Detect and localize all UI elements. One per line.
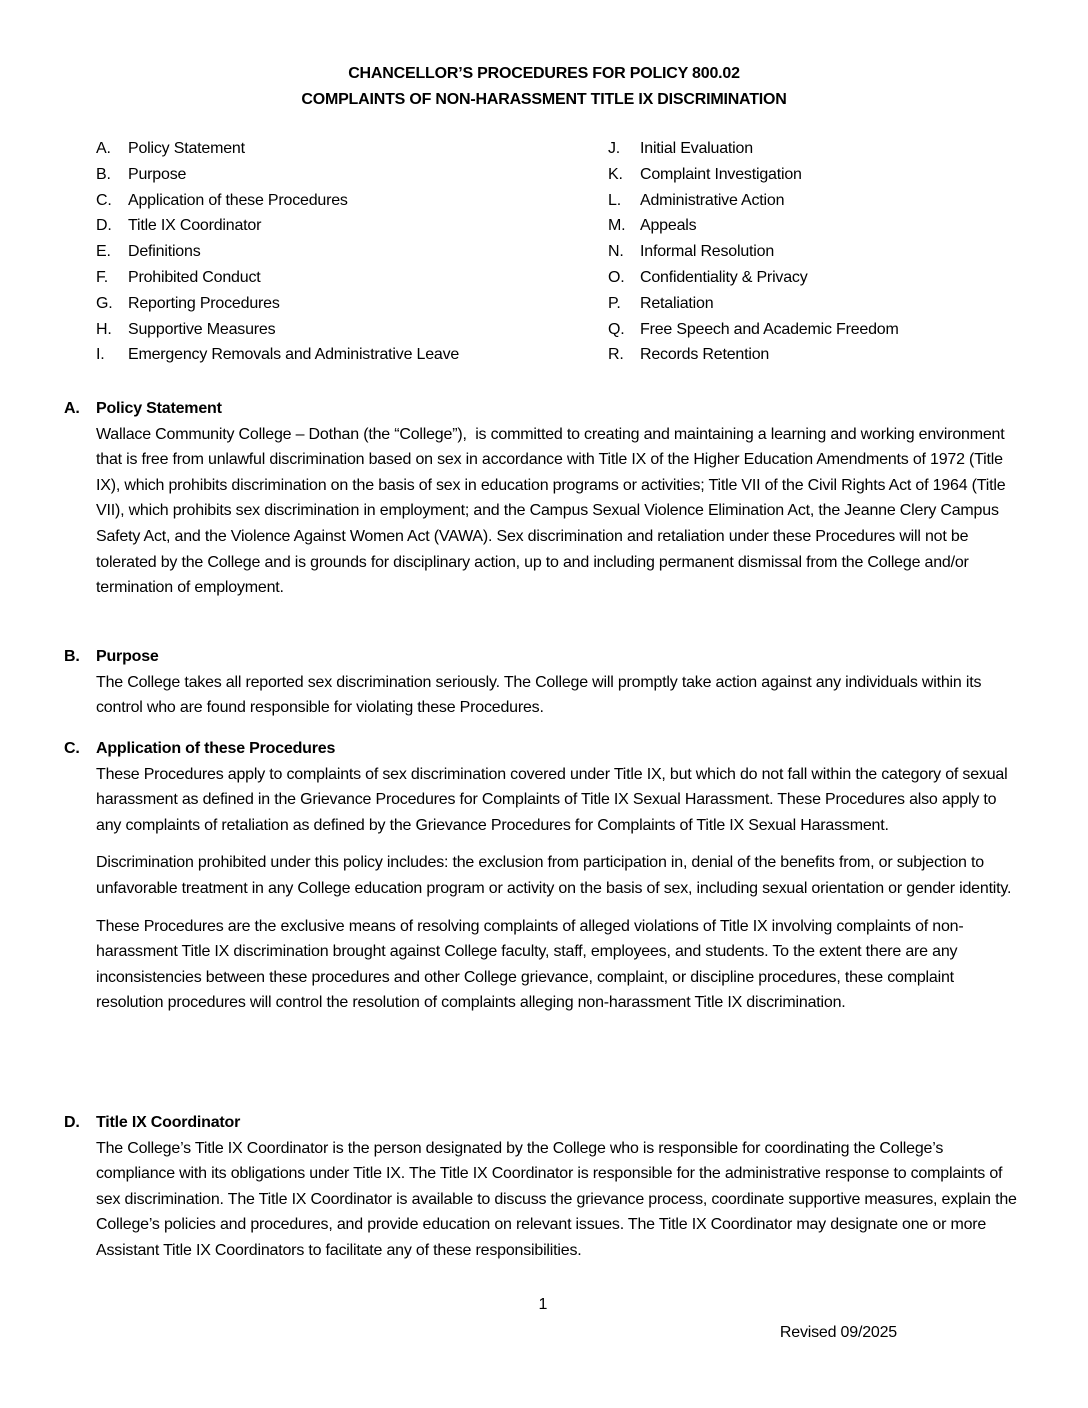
toc-item-letter: N. — [608, 243, 624, 261]
toc-item-reporting-procedures — [96, 291, 608, 317]
toc-item-label: Title IX Coordinator — [128, 217, 262, 235]
toc-item-definitions — [96, 239, 608, 265]
toc-item-appeals — [608, 213, 1028, 239]
toc-item-label: Records Retention — [640, 346, 770, 364]
section-policy-statement — [64, 396, 1022, 601]
section-heading — [64, 736, 1022, 762]
table-of-contents — [96, 136, 1028, 368]
toc-item-label: Free Speech and Academic Freedom — [640, 320, 899, 338]
document-title — [0, 61, 1088, 113]
document-title-line2: COMPLAINTS OF NON-HARASSMENT TITLE IX DISCRIMINATION — [301, 91, 787, 108]
toc-item-letter: R. — [608, 346, 624, 364]
document-title-line1: CHANCELLOR’S PROCEDURES FOR POLICY 800.02 — [348, 65, 740, 82]
toc-item-letter: K. — [608, 165, 623, 183]
toc-item-letter: B. — [96, 165, 111, 183]
toc-item-letter: D. — [96, 217, 112, 235]
section-paragraph: The College takes all reported sex discrimination seriously. The College will promptly take action against any individuals within its control who are found responsible for violating these Procedures. — [96, 673, 986, 717]
section-body — [96, 762, 1022, 1016]
revision-note: Revised 09/2025 — [779, 1324, 897, 1341]
toc-item-letter: C. — [96, 191, 112, 209]
toc-item-letter: I. — [96, 346, 105, 364]
section-heading — [64, 396, 1022, 422]
toc-item-label: Emergency Removals and Administrative Leave — [128, 346, 460, 364]
toc-item-retaliation — [608, 291, 1028, 317]
toc-item-purpose — [96, 162, 608, 188]
toc-item-label: Appeals — [640, 217, 697, 235]
toc-item-label: Initial Evaluation — [640, 140, 753, 157]
section-paragraph: Wallace Community College – Dothan (the “College”), is committed to creating and maintaining a learning and working environment that is free from unlawful discrimination based on sex in accordance with Title IX of the Higher Education Amendments of 1972 (Title IX), which prohibits discrimination on the basis of sex in education programs or activities; Title VII of the Civil Rights Act of 1964 (Title VII), which prohibits sex discrimination in employment; and the Campus Sexual Violence Elimination Act, the Jeanne Clery Campus Safety Act, and the Violence Against Women Act (VAWA). Sex discrimination and retaliation under these Procedures will not be tolerated by the College and is grounds for disciplinary action, up to and including permanent dismissal from the College and/or termination of employment. — [96, 425, 1010, 597]
section-application — [64, 736, 1022, 1016]
toc-item-prohibited-conduct — [96, 265, 608, 291]
toc-item-letter: A. — [96, 140, 111, 157]
section-body — [96, 670, 1022, 721]
section-letter: C. — [64, 740, 80, 757]
section-body — [96, 1136, 1022, 1264]
toc-item-letter: L. — [608, 191, 621, 209]
toc-item-records-retention — [608, 342, 1028, 368]
section-heading-label: Application of these Procedures — [96, 740, 336, 757]
page-number: 1 — [538, 1296, 548, 1313]
toc-item-letter: F. — [96, 268, 109, 286]
toc-item-administrative-action — [608, 188, 1028, 214]
section-heading-label: Policy Statement — [96, 400, 222, 417]
toc-item-complaint-investigation — [608, 162, 1028, 188]
toc-item-letter: M. — [608, 217, 626, 235]
toc-item-label: Purpose — [128, 165, 187, 183]
toc-item-letter: J. — [608, 140, 621, 157]
toc-item-emergency-removals — [96, 342, 608, 368]
toc-item-label: Administrative Action — [640, 191, 785, 209]
section-body — [96, 422, 1022, 601]
section-paragraph: These Procedures are the exclusive means of resolving complaints of alleged violations of Title IX involving complaints of non-harassment Title IX discrimination brought against College faculty, staff, employees, and students. To the extent there are any inconsistencies between these procedures and other College grievance, complaint, or discipline procedures, these complaint resolution procedures will control the resolution of complaints alleging non-harassment Title IX discrimination. — [96, 917, 964, 1012]
section-letter: B. — [64, 648, 80, 665]
section-letter: D. — [64, 1114, 80, 1131]
toc-item-label: Definitions — [128, 243, 201, 261]
section-purpose — [64, 644, 1022, 721]
toc-column-left — [96, 136, 608, 368]
toc-item-initial-evaluation — [608, 136, 1028, 162]
section-heading-label: Purpose — [96, 648, 159, 665]
section-title-ix-coordinator — [64, 1110, 1022, 1264]
toc-item-letter: H. — [96, 320, 112, 338]
toc-item-title-ix-coordinator — [96, 213, 608, 239]
toc-item-label: Application of these Procedures — [128, 191, 348, 209]
section-heading — [64, 1110, 1022, 1136]
toc-item-letter: O. — [608, 268, 625, 286]
section-paragraph: These Procedures apply to complaints of sex discrimination covered under Title IX, but which do not fall within the category of sexual harassment as defined in the Grievance Procedures for Complaints of Title IX Sexual Harassment. These Procedures also apply to any complaints of retaliation as defined by the Grievance Procedures for Complaints of Title IX Sexual Harassment. — [96, 765, 1012, 834]
toc-item-label: Complaint Investigation — [640, 165, 802, 183]
toc-item-letter: Q. — [608, 320, 625, 338]
toc-item-free-speech — [608, 317, 1028, 343]
toc-item-label: Supportive Measures — [128, 320, 276, 338]
toc-item-label: Reporting Procedures — [128, 294, 280, 312]
toc-item-label: Policy Statement — [128, 140, 245, 157]
section-paragraph: The College’s Title IX Coordinator is the person designated by the College who is responsible for coordinating the College’s compliance with its obligations under Title IX. The Title IX Coordinator is responsible for the administrative response to complaints of sex discrimination. The Title IX Coordinator is available to discuss the grievance process, coordinate supportive measures, explain the College’s policies and procedures, and provide education on relevant issues. The Title IX Coordinator may designate one or more Assistant Title IX Coordinators to facilitate any of these responsibilities. — [96, 1139, 1021, 1259]
toc-item-label: Retaliation — [640, 294, 714, 312]
toc-item-policy-statement — [96, 136, 608, 162]
toc-item-label: Confidentiality & Privacy — [640, 268, 808, 286]
toc-item-informal-resolution — [608, 239, 1028, 265]
section-heading — [64, 644, 1022, 670]
toc-item-label: Prohibited Conduct — [128, 268, 261, 286]
toc-item-application — [96, 188, 608, 214]
toc-item-supportive-measures — [96, 317, 608, 343]
toc-item-letter: P. — [608, 294, 621, 312]
toc-item-label: Informal Resolution — [640, 243, 775, 261]
toc-item-letter: E. — [96, 243, 111, 261]
toc-item-letter: G. — [96, 294, 113, 312]
toc-item-confidentiality-privacy — [608, 265, 1028, 291]
section-heading-label: Title IX Coordinator — [96, 1114, 241, 1131]
section-letter: A. — [64, 400, 80, 417]
section-paragraph: Discrimination prohibited under this policy includes: the exclusion from participation in, denial of the benefits from, or subjection to unfavorable treatment in any College education program or activity on the basis of sex, including sexual orientation or gender identity. — [96, 854, 1012, 897]
toc-column-right — [608, 136, 1028, 368]
